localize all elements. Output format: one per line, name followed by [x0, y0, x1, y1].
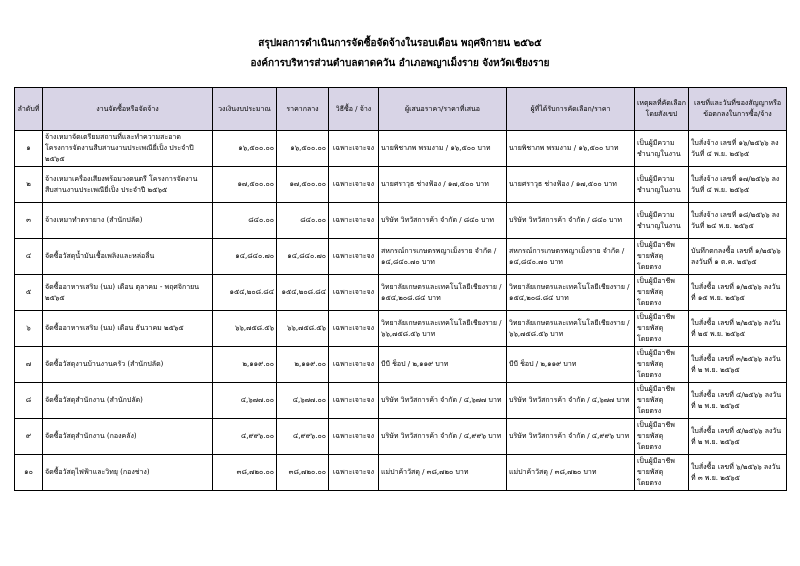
row-bidder: นายศราวุธ ช่างฟ้อง / ๑๗,๕๐๐ บาท — [379, 167, 507, 203]
table-row — [15, 419, 787, 455]
row-budget: ๖๖,๗๕๘.๕๖ — [213, 311, 277, 347]
row-winner: สหกรณ์การเกษตรพญาเม็งราย จำกัด / ๑๔,๘๔๐.๗๐ บาท — [507, 239, 635, 275]
row-reason: เป็นผู้มีอาชีพขายพัสดุโดยตรง — [635, 239, 689, 275]
row-winner: วิทยาลัยเกษตรและเทคโนโลยีเชียงราย / ๑๕๔,๒๐๘.๘๔ บาท — [507, 275, 635, 311]
row-method: เฉพาะเจาะจง — [329, 347, 379, 383]
row-median-price: ๒,๑๑๙.๐๐ — [277, 347, 329, 383]
row-number: ๑ — [15, 131, 43, 167]
row-median-price: ๑๗,๕๐๐.๐๐ — [277, 167, 329, 203]
row-contract: ใบสั่งซื้อ เลขที่ ๓/๒๕๖๖ ลงวันที่ ๒ พ.ย. ๒๕๖๕ — [689, 347, 787, 383]
row-bidder: วิทยาลัยเกษตรและเทคโนโลยีเชียงราย / ๑๕๔,๒๐๘.๘๔ บาท — [379, 275, 507, 311]
row-budget: ๔,๙๙๖.๐๐ — [213, 419, 277, 455]
row-method: เฉพาะเจาะจง — [329, 275, 379, 311]
col-header-no: ลำดับที่ — [15, 88, 43, 131]
row-contract: ใบสั่งซื้อ เลขที่ ๑/๒๕๖๖ ลงวันที่ ๑๕ พ.ย. ๒๕๖๕ — [689, 275, 787, 311]
row-reason: เป็นผู้มีอาชีพขายพัสดุโดยตรง — [635, 275, 689, 311]
row-method: เฉพาะเจาะจง — [329, 203, 379, 239]
row-reason: เป็นผู้มีอาชีพขายพัสดุโดยตรง — [635, 311, 689, 347]
row-item: จ้างเหมาเครื่องเสียงพร้อมวงดนตรี โครงการจัดงานสืบสานงานประเพณียี่เป็ง ประจำปี ๒๕๖๕ — [43, 167, 213, 203]
table-row — [15, 167, 787, 203]
row-contract: บันทึกตกลงซื้อ เลขที่ ๑/๒๕๖๖ ลงวันที่ ๑ ต.ค. ๒๕๖๕ — [689, 239, 787, 275]
row-number: ๑๐ — [15, 455, 43, 491]
row-item: จัดซื้ออาหารเสริม (นม) เดือน ตุลาคม - พฤศจิกายน ๒๕๖๕ — [43, 275, 213, 311]
row-median-price: ๓๘,๗๒๐.๐๐ — [277, 455, 329, 491]
row-item: จ้างเหมาทำตรายาง (สำนักปลัด) — [43, 203, 213, 239]
row-contract: ใบสั่งซื้อ เลขที่ ๔/๒๕๖๖ ลงวันที่ ๒ พ.ย. ๒๕๖๕ — [689, 383, 787, 419]
row-winner: นายพิชาภพ พรมงาม / ๑๖,๕๐๐ บาท — [507, 131, 635, 167]
row-budget: ๑๔,๘๔๐.๗๐ — [213, 239, 277, 275]
table-row — [15, 347, 787, 383]
row-number: ๙ — [15, 419, 43, 455]
row-budget: ๑๗,๕๐๐.๐๐ — [213, 167, 277, 203]
row-median-price: ๑๖,๕๐๐.๐๐ — [277, 131, 329, 167]
table-header-row — [15, 88, 787, 131]
row-contract: ใบสั่งจ้าง เลขที่ ๑๖/๒๕๖๖ ลงวันที่ ๔ พ.ย. ๒๕๖๕ — [689, 131, 787, 167]
row-median-price: ๑๕๔,๒๐๘.๘๔ — [277, 275, 329, 311]
row-median-price: ๖๖,๗๕๘.๕๖ — [277, 311, 329, 347]
row-median-price: ๘๔๐.๐๐ — [277, 203, 329, 239]
row-budget: ๒,๑๑๙.๐๐ — [213, 347, 277, 383]
row-budget: ๔,๖๗๗.๐๐ — [213, 383, 277, 419]
row-reason: เป็นผู้มีความชำนาญในงาน — [635, 167, 689, 203]
col-header-winner: ผู้ที่ได้รับการคัดเลือก/ราคา — [507, 88, 635, 131]
col-header-budget: วงเงินงบประมาณ — [213, 88, 277, 131]
row-budget: ๓๘,๗๒๐.๐๐ — [213, 455, 277, 491]
table-row — [15, 203, 787, 239]
col-header-item: งานจัดซื้อหรือจัดจ้าง — [43, 88, 213, 131]
row-contract: ใบสั่งซื้อ เลขที่ ๕/๒๕๖๖ ลงวันที่ ๒ พ.ย. ๒๕๖๕ — [689, 419, 787, 455]
row-reason: เป็นผู้มีอาชีพขายพัสดุโดยตรง — [635, 419, 689, 455]
col-header-method: วิธีซื้อ / จ้าง — [329, 88, 379, 131]
row-bidder: วิทยาลัยเกษตรและเทคโนโลยีเชียงราย / ๖๖,๗๕๘.๕๖ บาท — [379, 311, 507, 347]
procurement-table — [14, 87, 787, 491]
row-median-price: ๑๔,๘๔๐.๗๐ — [277, 239, 329, 275]
row-item: จัดซื้อวัสดุสำนักงาน (กองคลัง) — [43, 419, 213, 455]
row-item: จัดซื้อวัสดุไฟฟ้าและวิทยุ (กองช่าง) — [43, 455, 213, 491]
row-bidder: สหกรณ์การเกษตรพญาเม็งราย จำกัด / ๑๔,๘๔๐.๗๐ บาท — [379, 239, 507, 275]
row-method: เฉพาะเจาะจง — [329, 419, 379, 455]
row-winner: นายศราวุธ ช่างฟ้อง / ๑๗,๕๐๐ บาท — [507, 167, 635, 203]
row-bidder: บริษัท วิทวัสการค้า จำกัด / ๔,๙๙๖ บาท — [379, 419, 507, 455]
row-budget: ๑๖,๕๐๐.๐๐ — [213, 131, 277, 167]
row-reason: เป็นผู้มีอาชีพขายพัสดุโดยตรง — [635, 383, 689, 419]
row-winner: บีบี ช็อป / ๒,๑๑๙ บาท — [507, 347, 635, 383]
row-bidder: บริษัท วิทวัสการค้า จำกัด / ๔,๖๗๗ บาท — [379, 383, 507, 419]
row-contract: ใบสั่งจ้าง เลขที่ ๑๗/๒๕๖๖ ลงวันที่ ๔ พ.ย. ๒๕๖๕ — [689, 167, 787, 203]
row-contract: ใบสั่งซื้อ เลขที่ ๖/๒๕๖๖ ลงวันที่ ๓ พ.ย. ๒๕๖๕ — [689, 455, 787, 491]
row-reason: เป็นผู้มีความชำนาญในงาน — [635, 131, 689, 167]
row-number: ๕ — [15, 275, 43, 311]
row-budget: ๘๔๐.๐๐ — [213, 203, 277, 239]
row-median-price: ๔,๖๗๗.๐๐ — [277, 383, 329, 419]
row-number: ๘ — [15, 383, 43, 419]
row-bidder: บริษัท วิทวัสการค้า จำกัด / ๘๔๐ บาท — [379, 203, 507, 239]
row-contract: ใบสั่งซื้อ เลขที่ ๒/๒๕๖๖ ลงวันที่ ๒๕ พ.ย. ๒๕๖๕ — [689, 311, 787, 347]
col-header-contract: เลขที่และวันที่ของสัญญาหรือข้อตกลงในการซื้อ/จ้าง — [689, 88, 787, 131]
row-budget: ๑๕๔,๒๐๘.๘๔ — [213, 275, 277, 311]
row-winner: บริษัท วิทวัสการค้า จำกัด / ๘๔๐ บาท — [507, 203, 635, 239]
row-winner: แม่ปาค้าวัสดุ / ๓๘,๗๒๐ บาท — [507, 455, 635, 491]
col-header-reason: เหตุผลที่คัดเลือกโดยสังเขป — [635, 88, 689, 131]
col-header-bidder: ผู้เสนอราคา/ราคาที่เสนอ — [379, 88, 507, 131]
document-title: สรุปผลการดำเนินการจัดซื้อจัดจ้างในรอบเดือน พฤศจิกายน ๒๕๖๕ — [258, 38, 542, 49]
row-reason: เป็นผู้มีอาชีพขายพัสดุโดยตรง — [635, 347, 689, 383]
row-bidder: นายพิชาภพ พรมงาม / ๑๖,๕๐๐ บาท — [379, 131, 507, 167]
row-winner: วิทยาลัยเกษตรและเทคโนโลยีเชียงราย / ๖๖,๗๕๘.๕๖ บาท — [507, 311, 635, 347]
row-bidder: บีบี ช็อป / ๒,๑๑๙ บาท — [379, 347, 507, 383]
row-item: จัดซื้ออาหารเสริม (นม) เดือน ธันวาคม ๒๕๖๕ — [43, 311, 213, 347]
col-header-median-price: ราคากลาง — [277, 88, 329, 131]
row-item: จัดซื้อวัสดุสำนักงาน (สำนักปลัด) — [43, 383, 213, 419]
table-row — [15, 239, 787, 275]
table-row — [15, 383, 787, 419]
row-method: เฉพาะเจาะจง — [329, 311, 379, 347]
row-item: จัดซื้อวัสดุน้ำมันเชื้อเพลิงและหล่อลื่น — [43, 239, 213, 275]
row-number: ๔ — [15, 239, 43, 275]
row-method: เฉพาะเจาะจง — [329, 383, 379, 419]
table-row — [15, 455, 787, 491]
table-row — [15, 131, 787, 167]
row-bidder: แม่ปาค้าวัสดุ / ๓๘,๗๒๐ บาท — [379, 455, 507, 491]
row-winner: บริษัท วิทวัสการค้า จำกัด / ๔,๙๙๖ บาท — [507, 419, 635, 455]
row-reason: เป็นผู้มีความชำนาญในงาน — [635, 203, 689, 239]
row-method: เฉพาะเจาะจง — [329, 167, 379, 203]
row-method: เฉพาะเจาะจง — [329, 455, 379, 491]
row-method: เฉพาะเจาะจง — [329, 239, 379, 275]
row-contract: ใบสั่งจ้าง เลขที่ ๑๘/๒๕๖๖ ลงวันที่ ๒๔ พ.ย. ๒๕๖๕ — [689, 203, 787, 239]
row-median-price: ๔,๙๙๖.๐๐ — [277, 419, 329, 455]
row-reason: เป็นผู้มีอาชีพขายพัสดุโดยตรง — [635, 455, 689, 491]
row-method: เฉพาะเจาะจง — [329, 131, 379, 167]
row-winner: บริษัท วิทวัสการค้า จำกัด / ๔,๖๗๗ บาท — [507, 383, 635, 419]
row-item: จ้างเหมาจัดเตรียมสถานที่และทำความสะอาด โครงการจัดงานสืบสานงานประเพณียี่เป็ง ประจำปี ๒๕๖๕ — [43, 131, 213, 167]
table-row — [15, 311, 787, 347]
table-row — [15, 275, 787, 311]
row-item: จัดซื้อวัสดุงานบ้านงานครัว (สำนักปลัด) — [43, 347, 213, 383]
row-number: ๗ — [15, 347, 43, 383]
document-subtitle: องค์การบริหารส่วนตำบลตาดควัน อำเภอพญาเม็งราย จังหวัดเชียงราย — [250, 58, 550, 69]
row-number: ๒ — [15, 167, 43, 203]
row-number: ๓ — [15, 203, 43, 239]
row-number: ๖ — [15, 311, 43, 347]
